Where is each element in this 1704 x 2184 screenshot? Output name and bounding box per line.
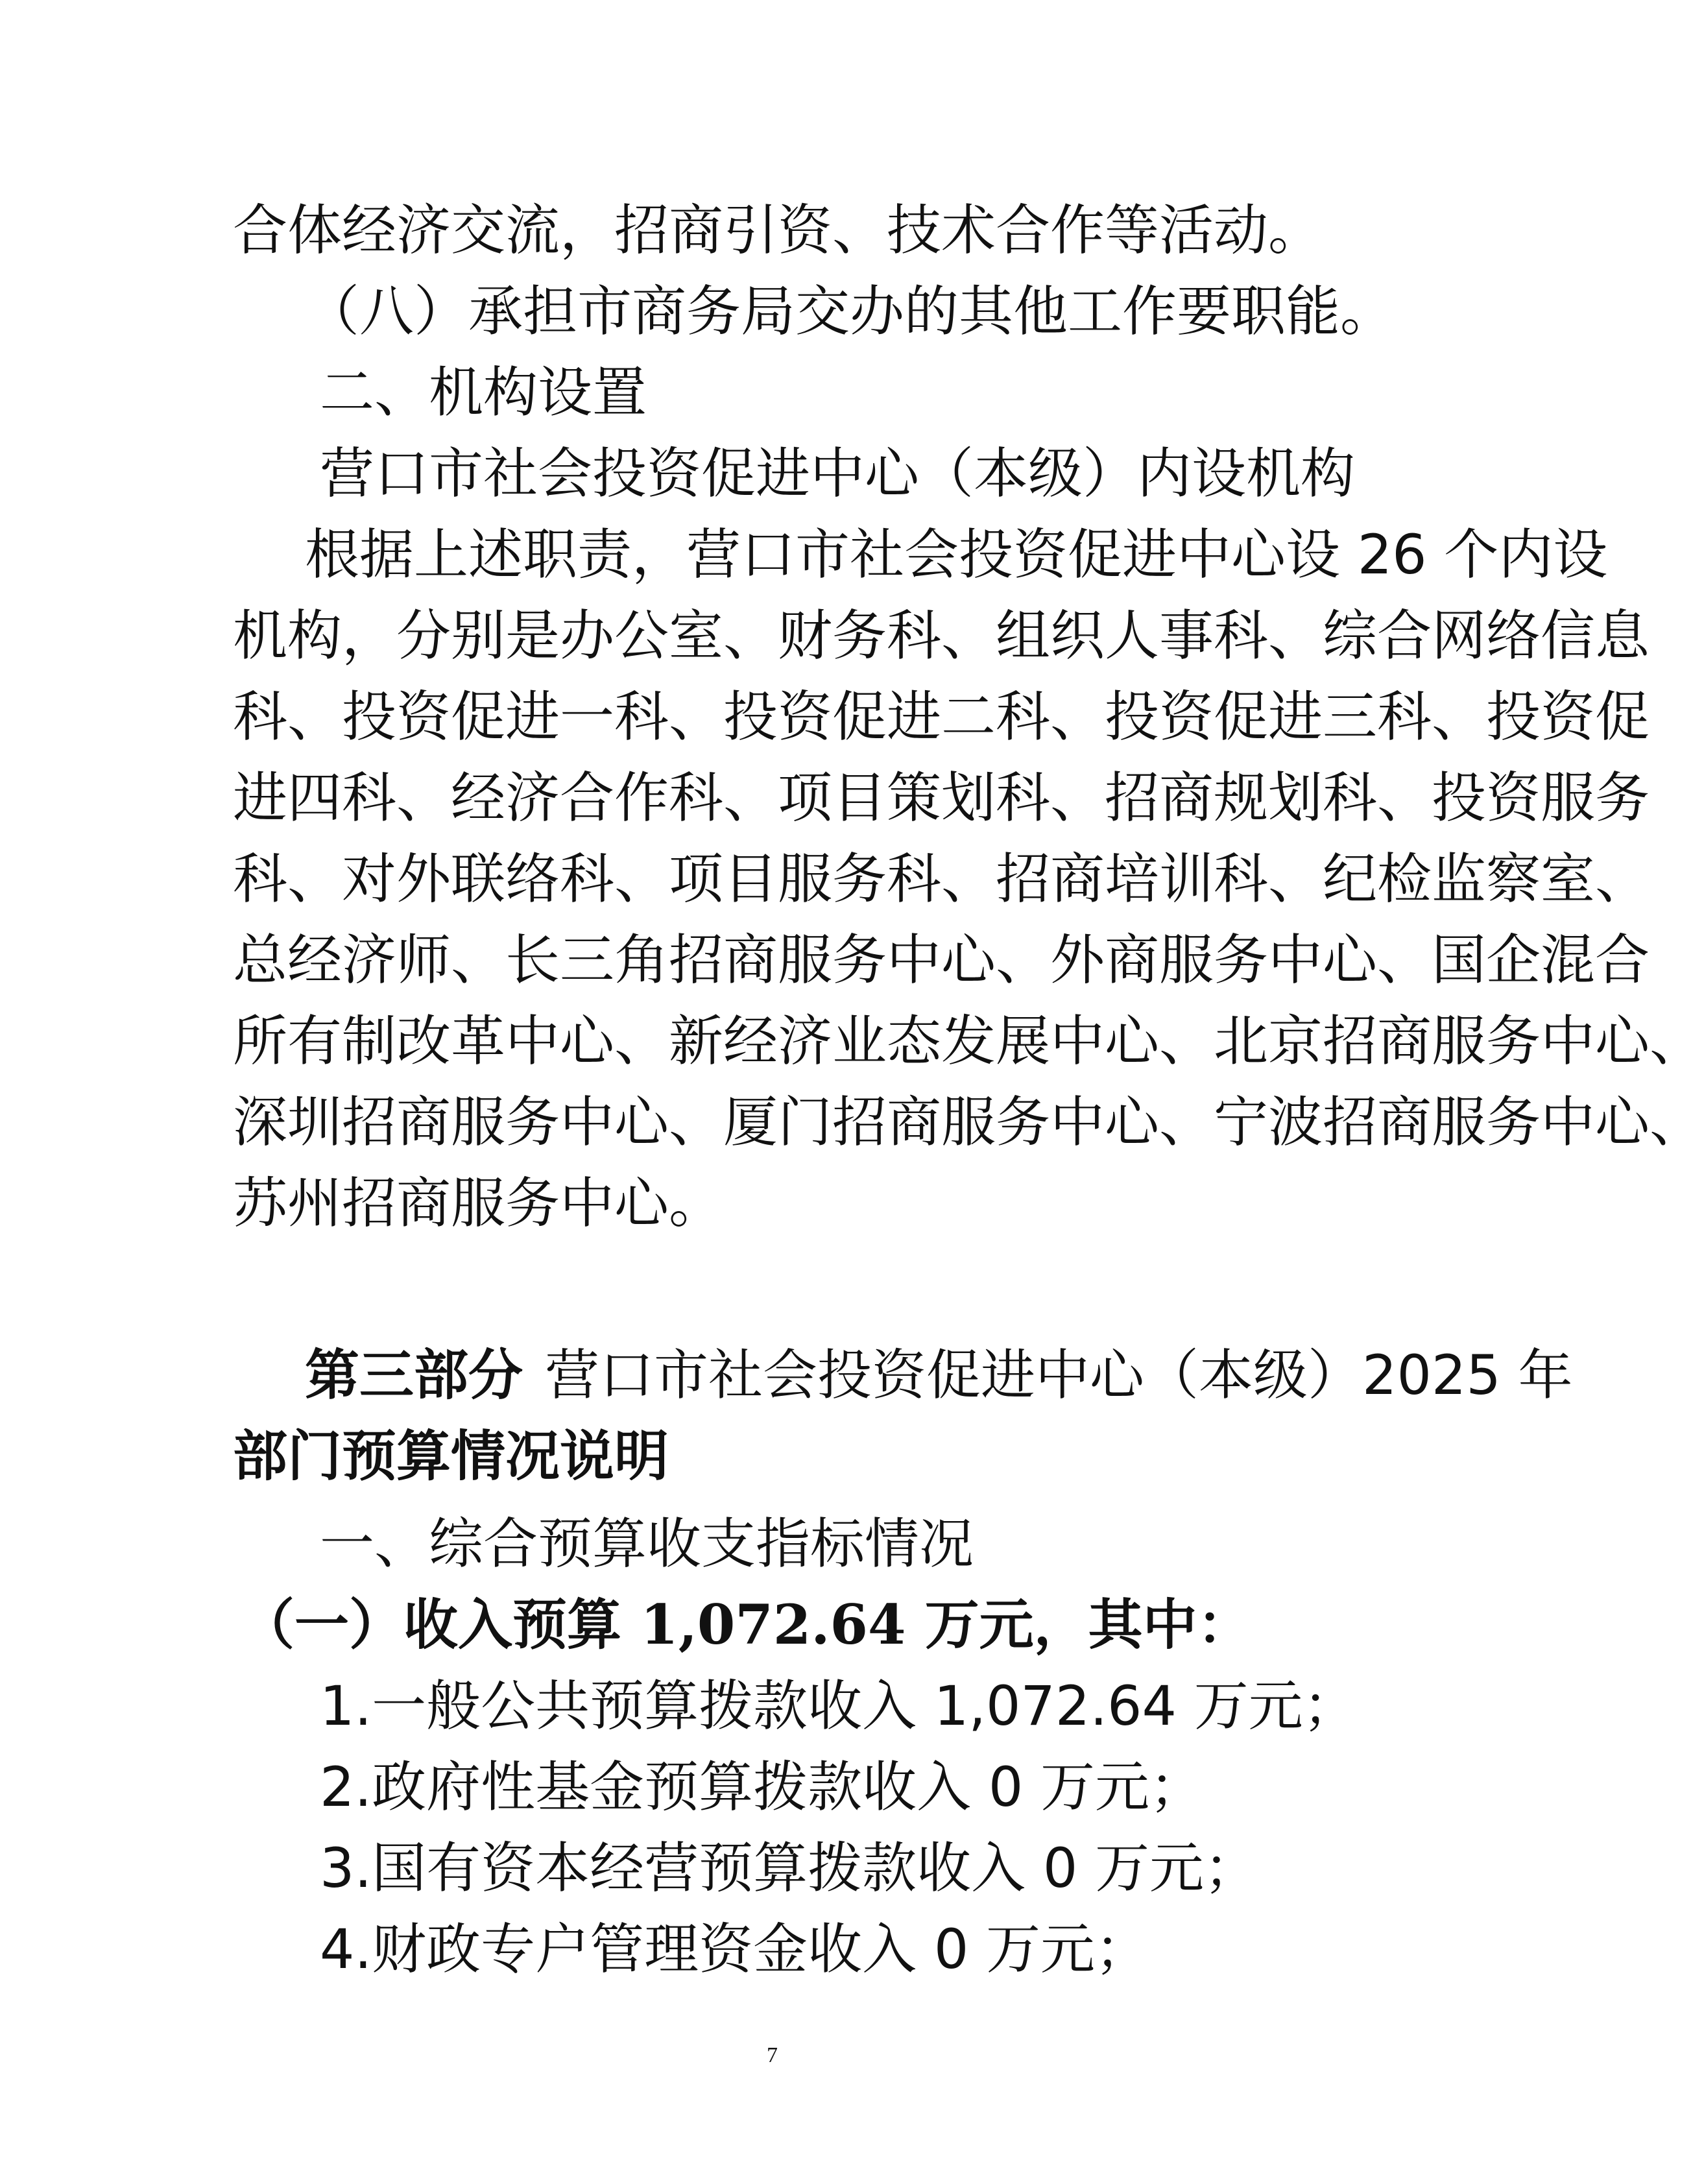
- item-eight: （八）承担市商务局交办的其他工作要职能。: [305, 280, 1395, 343]
- income-item: 4.财政专户管理资金收入 0 万元；: [320, 1917, 1149, 1981]
- income-item: 3.国有资本经营预算拨款收入 0 万元；: [320, 1836, 1258, 1900]
- paragraph-line: 深圳招商服务中心、厦门招商服务中心、宁波招商服务中心、: [233, 1090, 1704, 1154]
- income-item: 1.一般公共预算拨款收入 1,072.64 万元；: [320, 1674, 1358, 1738]
- section-heading-budget: 一、综合预算收支指标情况: [320, 1512, 974, 1576]
- paragraph-line: 合体经济交流，招商引资、技术合作等活动。: [233, 198, 1323, 262]
- paragraph-line: 科、投资促进一科、投资促进二科、投资促进三科、投资促: [233, 685, 1650, 749]
- sub-heading-internal-org: 营口市社会投资促进中心（本级）内设机构: [320, 442, 1356, 505]
- paragraph-line: 苏州招商服务中心。: [233, 1171, 724, 1235]
- paragraph-line: 科、对外联络科、项目服务科、招商培训科、纪检监察室、: [233, 847, 1650, 911]
- part-three-title: [305, 1343, 1573, 1408]
- part-three-title-text: 营口市社会投资促进中心（本级）2025 年: [545, 1343, 1573, 1407]
- paragraph-line: 进四科、经济合作科、项目策划科、招商规划科、投资服务: [233, 766, 1650, 830]
- section-heading-org: 二、机构设置: [320, 361, 647, 424]
- part-three-title-line2: 部门预算情况说明: [233, 1424, 669, 1488]
- part-three-label: 第三部分: [305, 1343, 523, 1407]
- income-budget-heading: （一）收入预算 1,072.64 万元，其中：: [240, 1592, 1252, 1657]
- paragraph-line: 总经济师、长三角招商服务中心、外商服务中心、国企混合: [233, 928, 1650, 992]
- income-item: 2.政府性基金预算拨款收入 0 万元；: [320, 1755, 1204, 1819]
- page-number: 7: [767, 2043, 778, 2067]
- paragraph-line: 机构，分别是办公室、财务科、组织人事科、综合网络信息: [233, 604, 1650, 667]
- paragraph-line: 所有制改革中心、新经济业态发展中心、北京招商服务中心、: [233, 1009, 1704, 1073]
- paragraph-line: 根据上述职责，营口市社会投资促进中心设 26 个内设: [305, 523, 1608, 586]
